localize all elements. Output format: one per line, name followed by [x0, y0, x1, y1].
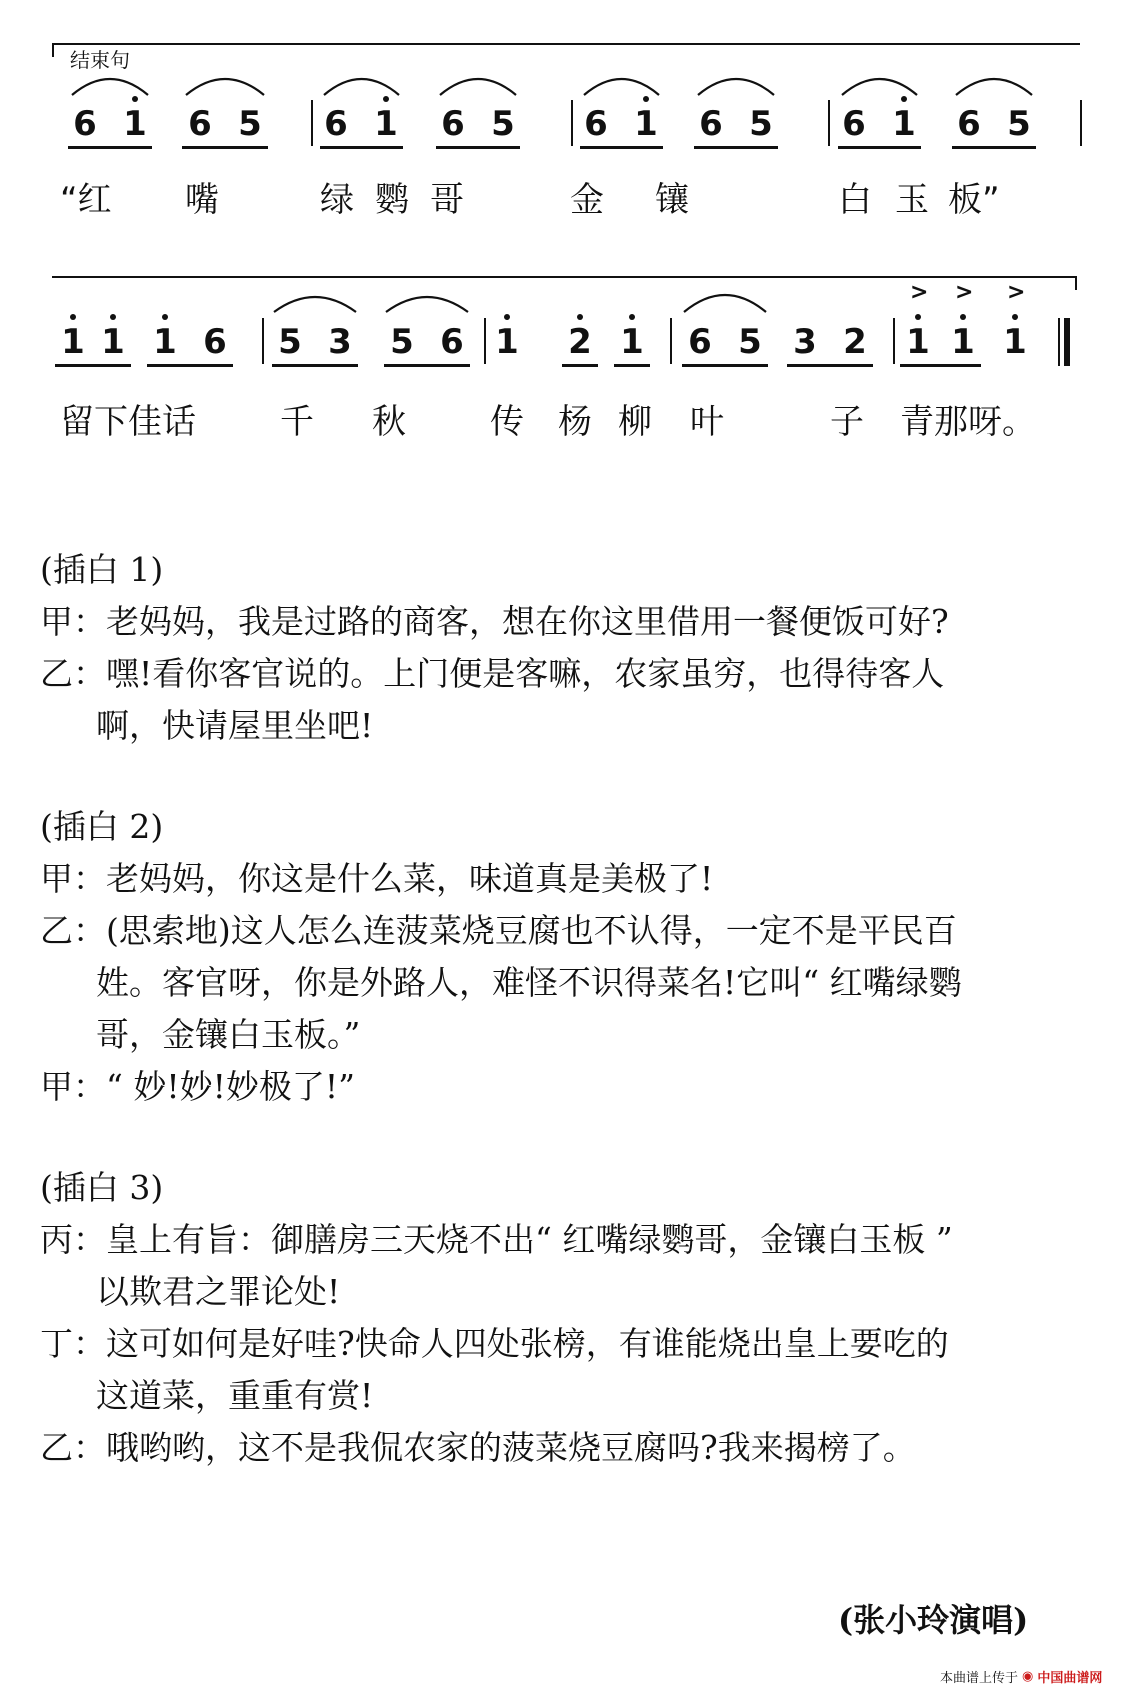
note: 5	[1007, 104, 1031, 144]
note: 6	[324, 104, 348, 144]
dialogue-line: 丙：皇上有旨：御膳房三天烧不出“ 红嘴绿鹦哥，金镶白玉板 ”	[40, 1220, 953, 1259]
lyric-syllable: 青那呀。	[900, 402, 1036, 442]
dialogue-line: 甲：老妈妈，你这是什么菜，味道真是美极了!	[40, 859, 714, 898]
watermark-logo-icon: ◉	[1022, 1669, 1034, 1684]
lyric-syllable: 杨	[558, 402, 592, 442]
slur	[274, 297, 356, 312]
lyric-syllable: 哥	[430, 180, 464, 220]
lyric-syllable: 子	[830, 402, 864, 442]
watermark	[940, 1667, 1102, 1686]
lyric-syllable: 千	[280, 402, 314, 442]
lyric-syllable: 叶	[690, 402, 724, 442]
note: 5	[238, 104, 262, 144]
dialogue-line: 乙：嘿!看你客官说的。上门便是客嘛，农家虽穷，也得待客人	[40, 654, 945, 693]
slur	[186, 79, 264, 95]
note: 5	[749, 104, 773, 144]
lyric-syllable: 鹦	[375, 180, 409, 220]
lyric-syllable: 镶	[655, 180, 689, 220]
lyric-syllable: 玉	[895, 180, 929, 220]
note: 1	[101, 322, 125, 362]
note: 1	[620, 322, 644, 362]
lyric-syllable: 白	[838, 180, 872, 220]
note: 5	[278, 322, 302, 362]
lyric-syllable: 嘴	[185, 180, 219, 220]
note: 6	[584, 104, 608, 144]
note: 6	[688, 322, 712, 362]
note: 1	[892, 104, 916, 144]
note: 6	[957, 104, 981, 144]
lyric-syllable: “红	[60, 180, 112, 220]
dialogue-line: 以欺君之罪论处!	[96, 1272, 341, 1311]
section-label: 结束句	[70, 48, 130, 72]
lyric-syllable: 留下佳话	[60, 402, 196, 442]
note: 1	[495, 322, 519, 362]
note: 6	[441, 104, 465, 144]
note: 5	[738, 322, 762, 362]
note: 1	[1003, 322, 1027, 362]
accent-mark: >	[1007, 280, 1026, 305]
dialogue-line: 姓。客官呀，你是外路人，难怪不识得菜名!它叫“ 红嘴绿鹦	[96, 963, 962, 1002]
note: 6	[842, 104, 866, 144]
note: 5	[390, 322, 414, 362]
dialogue-line: 哥，金镶白玉板。”	[96, 1015, 361, 1054]
slur	[72, 79, 148, 95]
dialogue-line: 乙：哦哟哟，这不是我侃农家的菠菜烧豆腐吗?我来揭榜了。	[40, 1428, 916, 1467]
note: 1	[153, 322, 177, 362]
accent-mark: >	[910, 280, 929, 305]
watermark-prefix: 本曲谱上传于	[940, 1671, 1019, 1686]
note: 6	[699, 104, 723, 144]
dialogue-line: 甲：“ 妙!妙!妙极了!”	[40, 1067, 356, 1106]
lyric-syllable: 金	[570, 180, 604, 220]
slur	[584, 79, 659, 95]
note: 6	[440, 322, 464, 362]
note: 3	[328, 322, 352, 362]
lyric-syllable: 柳	[618, 402, 652, 442]
dialogue-line: 乙：(思索地)这人怎么连菠菜烧豆腐也不认得，一定不是平民百	[40, 911, 957, 950]
slur	[684, 295, 766, 312]
accent-mark: >	[955, 280, 974, 305]
dialogue-line: 啊，快请屋里坐吧!	[96, 706, 374, 745]
note: 1	[951, 322, 975, 362]
dialogue-line: 这道菜，重重有赏!	[96, 1376, 374, 1415]
note: 2	[568, 322, 592, 362]
slur	[386, 297, 468, 312]
slur	[440, 79, 516, 95]
note: 6	[188, 104, 212, 144]
dialogue-line: 甲：老妈妈，我是过路的商客，想在你这里借用一餐便饭可好?	[40, 602, 949, 641]
slur	[324, 79, 399, 95]
performer-credit: (张小玲演唱)	[838, 1601, 1029, 1639]
slur	[956, 79, 1032, 95]
note: 6	[73, 104, 97, 144]
dialogue-line: (插白 1)	[40, 550, 164, 589]
note: 1	[123, 104, 147, 144]
note: 3	[793, 322, 817, 362]
lyric-syllable: 秋	[372, 402, 406, 442]
dialogue-line: 丁：这可如何是好哇?快命人四处张榜，有谁能烧出皇上要吃的	[40, 1324, 949, 1363]
note: 1	[61, 322, 85, 362]
slurs	[0, 0, 1126, 480]
lyric-syllable: 传	[490, 402, 524, 442]
watermark-site: 中国曲谱网	[1037, 1671, 1103, 1686]
dialogue-line: (插白 3)	[40, 1168, 164, 1207]
slur	[842, 79, 917, 95]
note: 1	[634, 104, 658, 144]
lyric-syllable: 板”	[948, 180, 1000, 220]
lyric-syllable: 绿	[320, 180, 354, 220]
note: 2	[843, 322, 867, 362]
note: 1	[906, 322, 930, 362]
note: 1	[374, 104, 398, 144]
note: 6	[203, 322, 227, 362]
slur	[698, 79, 774, 95]
note: 5	[491, 104, 515, 144]
dialogue-line: (插白 2)	[40, 807, 164, 846]
